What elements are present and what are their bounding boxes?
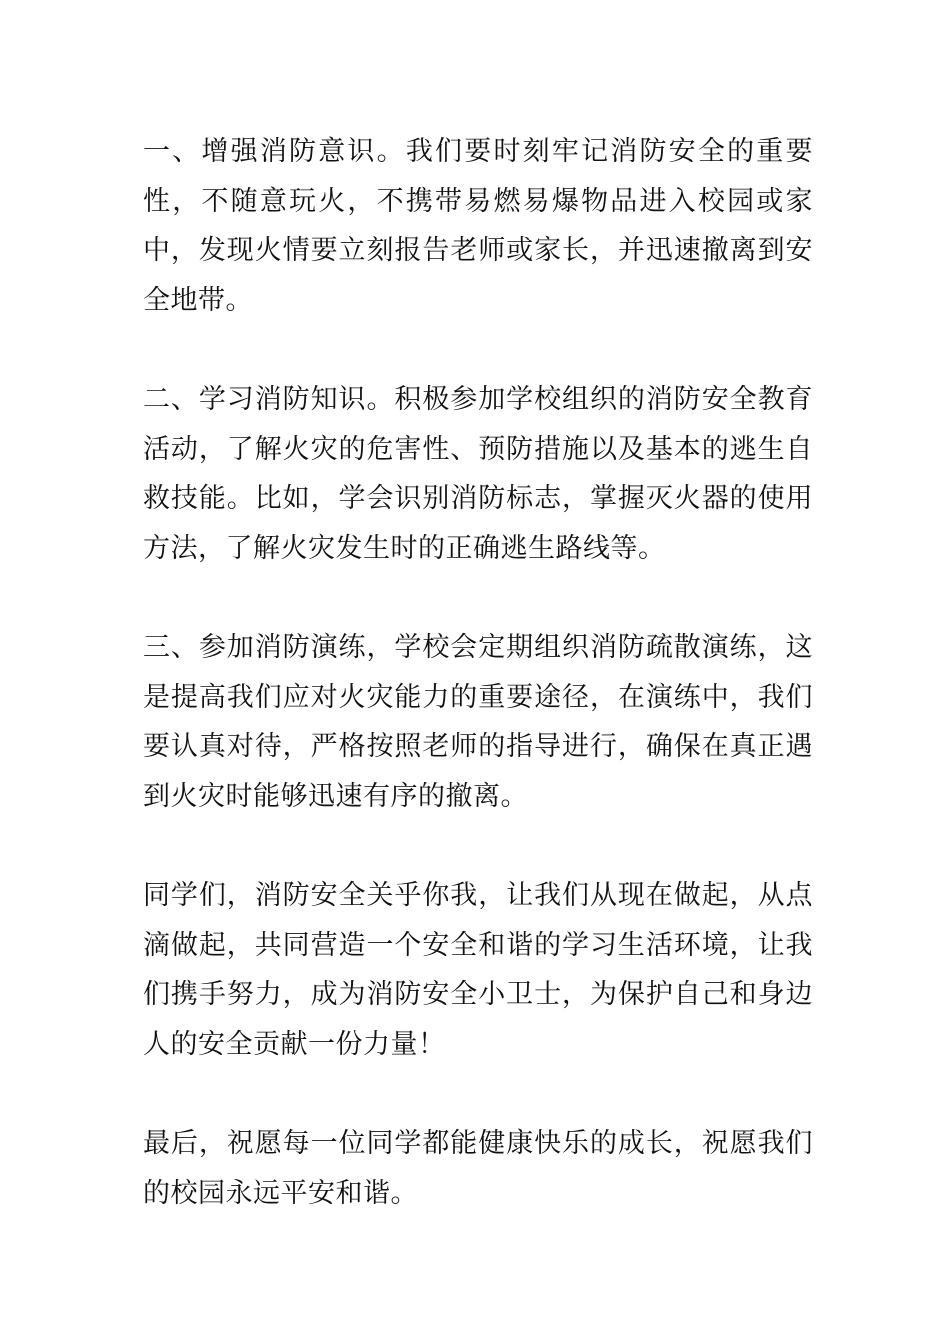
paragraph-fire-drill: 三、参加消防演练，学校会定期组织消防疏散演练，这是提高我们应对火灾能力的重要途径，在演练中，我们要认真对待，严格按照老师的指导进行，确保在真正遇到火灾时能够迅速有序的撤离。 [143,632,813,812]
document-body [143,127,813,1268]
paragraph-fire-knowledge: 二、学习消防知识。积极参加学校组织的消防安全教育活动，了解火灾的危害性、预防措施以及基本的逃生自救技能。比如，学会识别消防标志，掌握灭火器的使用方法，了解火灾发生时的正确逃生路线等。 [143,384,813,564]
paragraph-closing-wishes: 最后，祝愿每一位同学都能健康快乐的成长，祝愿我们的校园永远平安和谐。 [143,1128,813,1209]
paragraph-fire-awareness: 一、增强消防意识。我们要时刻牢记消防安全的重要性，不随意玩火，不携带易燃易爆物品进入校园或家中，发现火情要立刻报告老师或家长，并迅速撤离到安全地带。 [143,136,813,316]
paragraph-call-to-action: 同学们，消防安全关乎你我，让我们从现在做起，从点滴做起，共同营造一个安全和谐的学习生活环境，让我们携手努力，成为消防安全小卫士，为保护自己和身边人的安全贡献一份力量！ [143,880,813,1060]
